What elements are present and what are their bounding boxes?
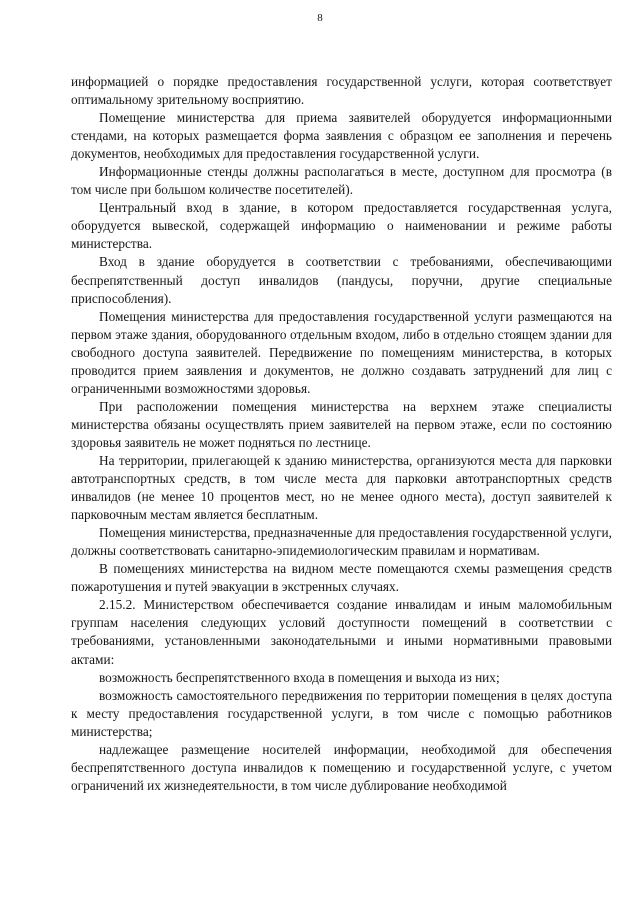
page-number: 8 (317, 12, 323, 24)
paragraph: Центральный вход в здание, в котором предоставляется государственная услуга, оборудуется вывеской, содержащей информацию о наименовании и режиме работы министерства. (71, 200, 612, 252)
document-body (71, 73, 612, 795)
paragraph: Помещение министерства для приема заявителей оборудуется информационными стендами, на которых размещается форма заявления с образцом ее заполнения и перечень документов, необходимых для предоставления государственной услуги. (71, 110, 612, 162)
list-item: возможность беспрепятственного входа в помещения и выхода из них; (99, 669, 500, 685)
paragraph: На территории, прилегающей к зданию министерства, организуются места для парковки автотранспортных средств, в том числе места для парковки автотранспортных средств инвалидов (не менее 10 процентов мест, но не менее одного места), доступ заявителей к парковочным местам является бесплатным. (71, 452, 612, 523)
list-item: возможность самостоятельного передвижения по территории помещения в целях доступа к месту предоставления государственной услуги, в том числе с помощью работников министерства; (71, 687, 612, 739)
paragraph: Информационные стенды должны располагаться в месте, доступном для просмотра (в том числе при большом количестве посетителей). (71, 164, 612, 198)
paragraph: информацией о порядке предоставления государственной услуги, которая соответствует оптимальному зрительному восприятию. (71, 74, 612, 108)
section-paragraph: 2.15.2. Министерством обеспечивается создание инвалидам и иным маломобильным группам населения следующих условий доступности помещений в соответствии с требованиями, установленными законодательными и иными нормативными правовыми актами: (71, 597, 612, 667)
paragraph: Вход в здание оборудуется в соответствии с требованиями, обеспечивающими беспрепятственный доступ инвалидов (пандусы, поручни, другие специальные приспособления). (71, 254, 612, 306)
paragraph: В помещениях министерства на видном месте помещаются схемы размещения средств пожаротушения и путей эвакуации в экстренных случаях. (71, 561, 612, 595)
paragraph: При расположении помещения министерства на верхнем этаже специалисты министерства обязаны осуществлять прием заявителей на первом этаже, если по состоянию здоровья заявитель не может подняться по лестнице. (71, 398, 612, 450)
paragraph: Помещения министерства для предоставления государственной услуги размещаются на первом этаже здания, оборудованного отдельным входом, либо в отдельно стоящем здании для свободного доступа заявителей. Передвижение по помещениям министерства, в которых проводится прием заявления и документов, не должно создавать затруднений для лиц с ограниченными возможностями здоровья. (71, 308, 612, 396)
list-item: надлежащее размещение носителей информации, необходимой для обеспечения беспрепятственного доступа инвалидов к помещению и государственной услуге, с учетом ограничений их жизнедеятельности, в том числе дублирование необходимой (71, 741, 612, 793)
paragraph: Помещения министерства, предназначенные для предоставления государственной услуги, должны соответствовать санитарно-эпидемиологическим правилам и нормативам. (71, 525, 612, 559)
